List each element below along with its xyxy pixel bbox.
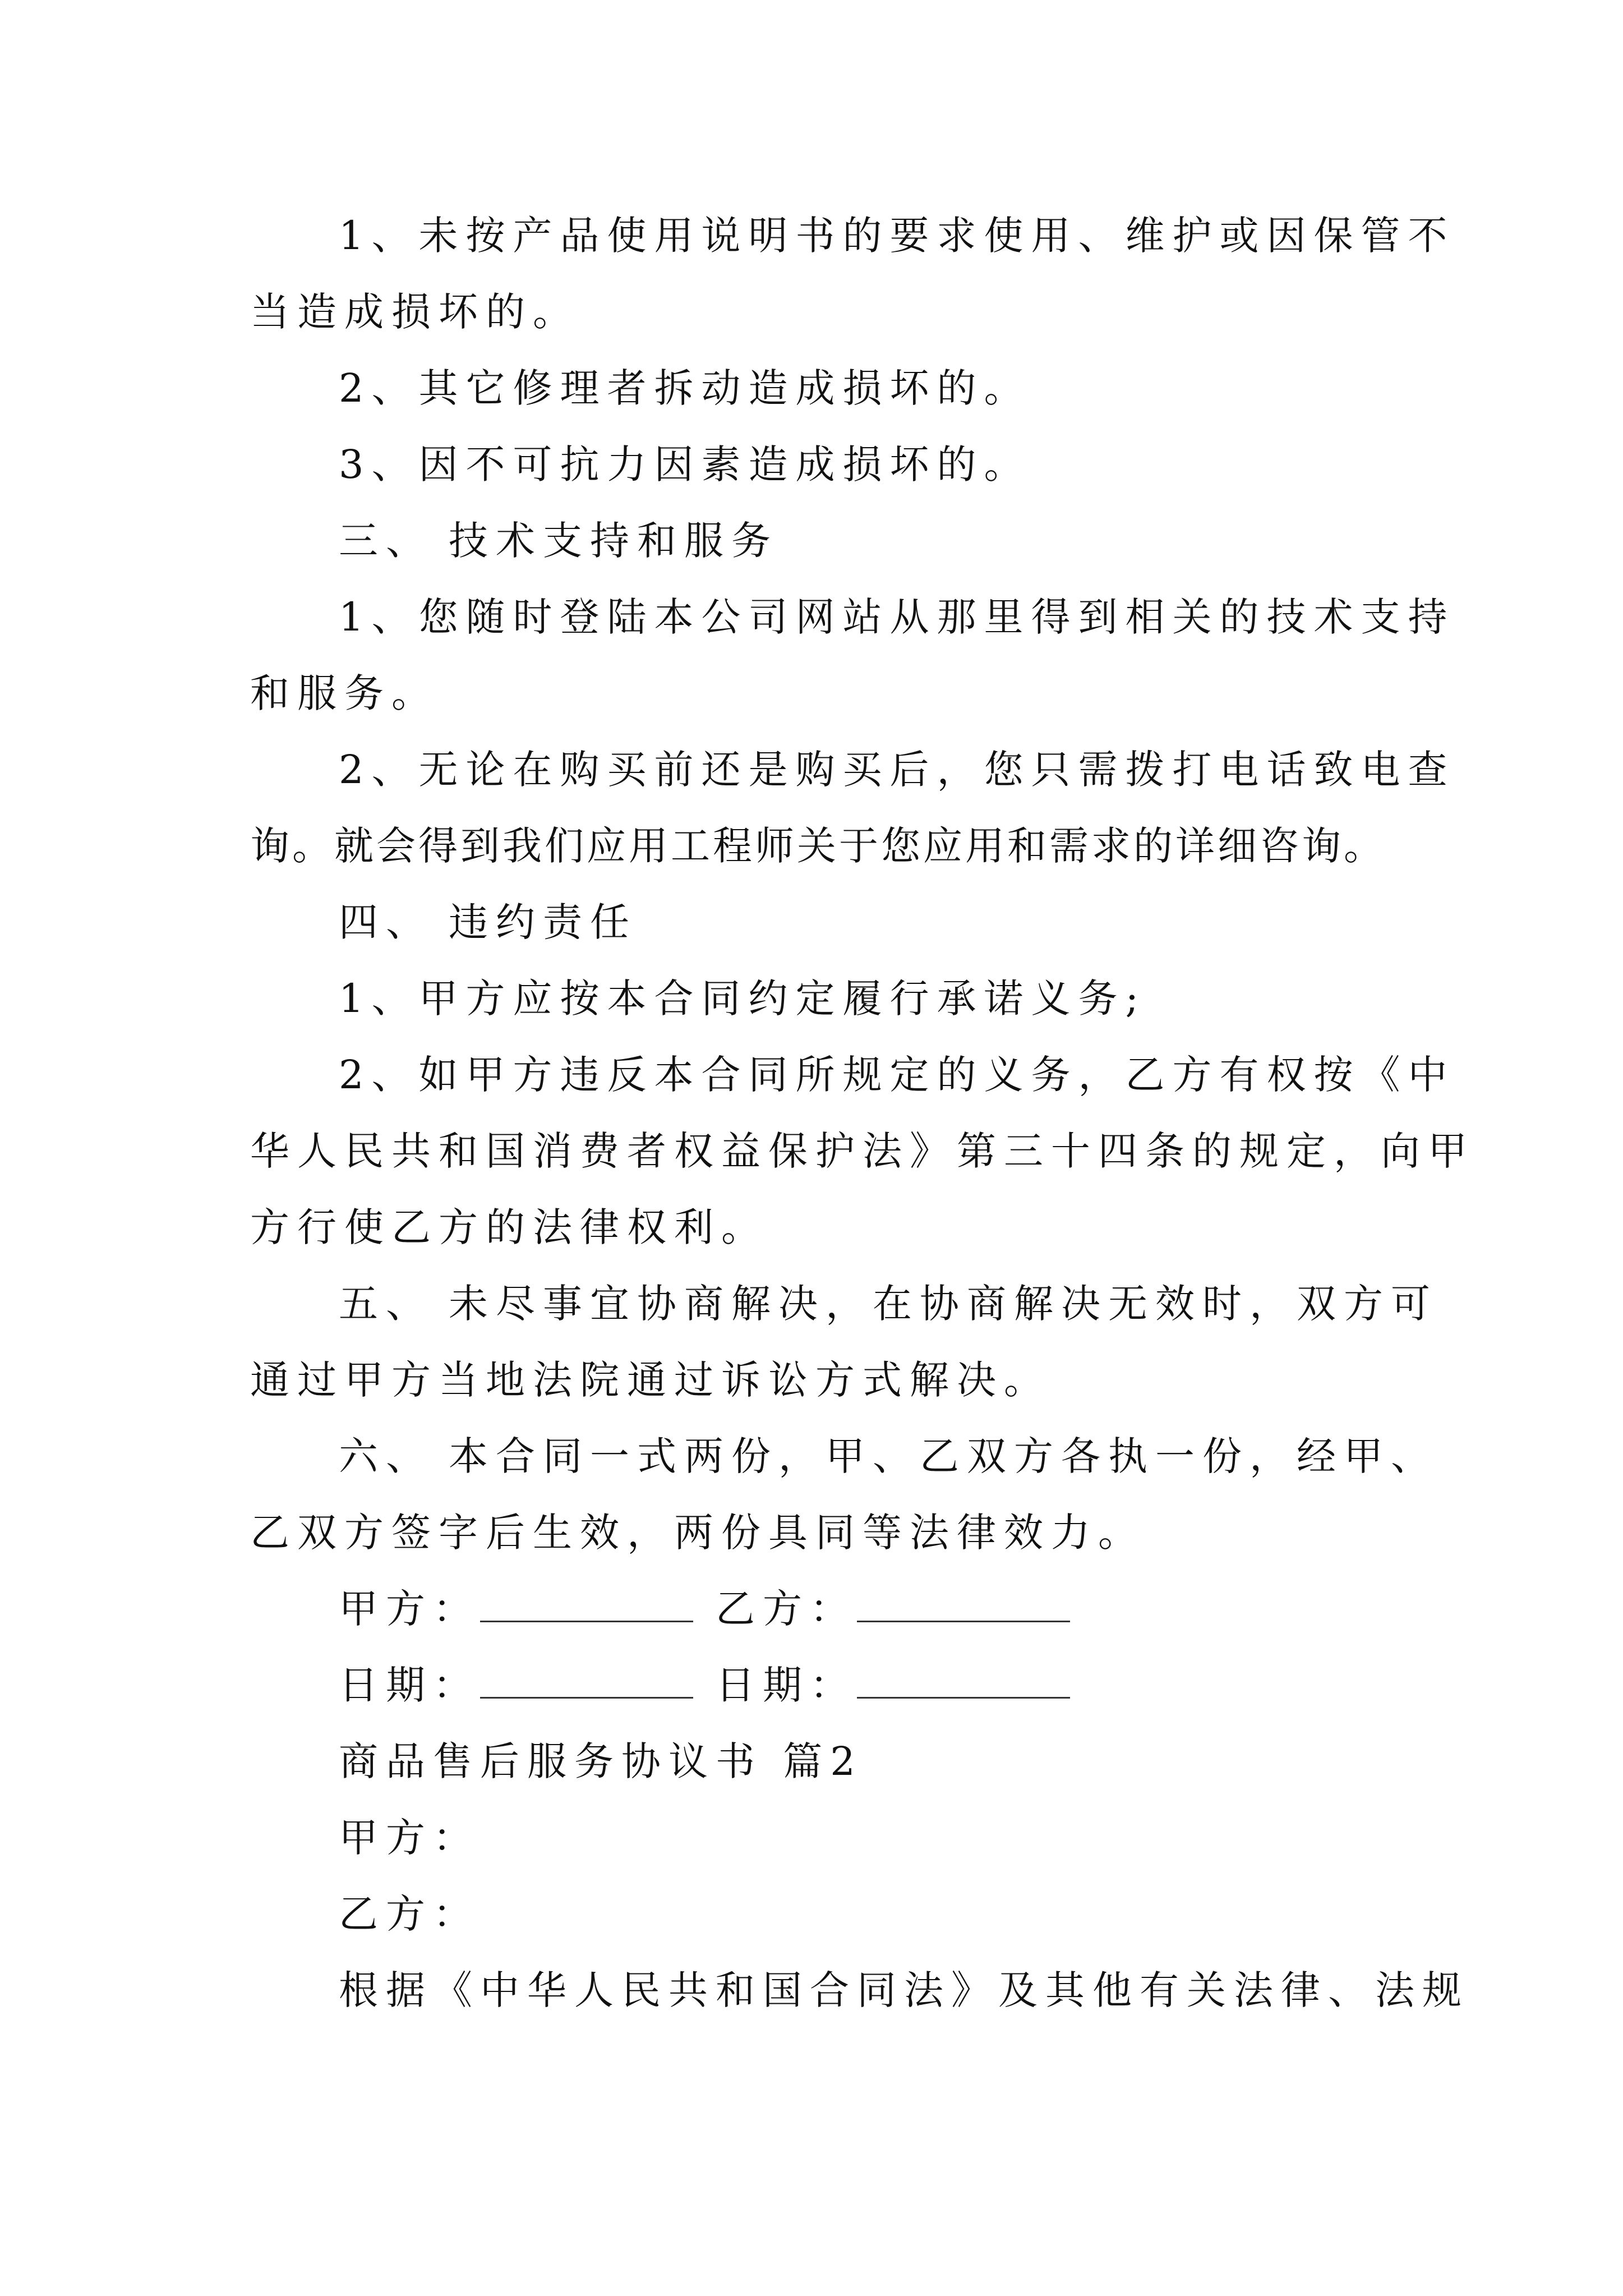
para-line: 华人民共和国消费者权益保护法》第三十四条的规定，向甲 — [250, 1128, 1475, 1174]
para-line: 1、您随时登陆本公司网站从那里得到相关的技术支持 — [339, 594, 1455, 640]
party-b-line: 乙方： — [339, 1891, 480, 1937]
section-text: 本合同一式两份，甲、乙双方各执一份，经甲、 — [449, 1433, 1438, 1479]
section-heading-three — [339, 514, 778, 568]
para-line: 3、因不可抗力因素造成损坏的。 — [339, 441, 1031, 487]
section-heading-four — [339, 895, 637, 949]
para-line: 2、无论在购买前还是购买后，您只需拨打电话致电查 — [339, 747, 1455, 793]
para-line: 和服务。 — [250, 670, 439, 716]
section-title: 技术支持和服务 — [449, 518, 778, 564]
party-b-date-label: 日期： — [716, 1662, 857, 1708]
para-line: 通过甲方当地法院通过诉讼方式解决。 — [250, 1357, 1051, 1403]
section-number: 六、 — [339, 1433, 433, 1479]
para-line: 1、甲方应按本合同约定履行承诺义务; — [339, 976, 1147, 1022]
para-line: 根据《中华人民共和国合同法》及其他有关法律、法规 — [339, 1967, 1469, 2013]
party-b-signature-blank — [857, 1617, 1070, 1622]
section-number: 三、 — [339, 518, 433, 564]
party-a-line: 甲方： — [339, 1815, 480, 1861]
para-line: 方行使乙方的法律权利。 — [250, 1204, 768, 1250]
section-number: 五、 — [339, 1281, 433, 1327]
para-line: 2、如甲方违反本合同所规定的义务，乙方有权按《中 — [339, 1052, 1455, 1098]
para-line: 1、未按产品使用说明书的要求使用、维护或因保管不 — [339, 213, 1455, 259]
signature-row — [339, 1582, 1092, 1636]
section-six-line — [339, 1429, 1438, 1483]
party-a-date-label: 日期： — [339, 1662, 480, 1708]
para-line: 2、其它修理者拆动造成损坏的。 — [339, 365, 1031, 411]
party-b-label: 乙方： — [716, 1586, 857, 1632]
party-a-label: 甲方： — [339, 1586, 480, 1632]
party-b-date-blank — [857, 1694, 1070, 1699]
para-line: 询。就会得到我们应用工程师关于您应用和需求的详细咨询。 — [250, 823, 1386, 869]
party-a-signature-blank — [480, 1617, 693, 1622]
para-line: 乙双方签字后生效，两份具同等法律效力。 — [250, 1510, 1145, 1556]
section-number: 四、 — [339, 899, 433, 945]
party-a-date-blank — [480, 1694, 693, 1699]
para-line: 当造成损坏的。 — [250, 289, 580, 335]
section-text: 未尽事宜协商解决，在协商解决无效时，双方可 — [449, 1281, 1438, 1327]
document-subtitle: 商品售后服务协议书 篇2 — [339, 1738, 863, 1784]
section-five-line — [339, 1277, 1438, 1331]
date-row — [339, 1658, 1092, 1712]
section-title: 违约责任 — [449, 899, 637, 945]
